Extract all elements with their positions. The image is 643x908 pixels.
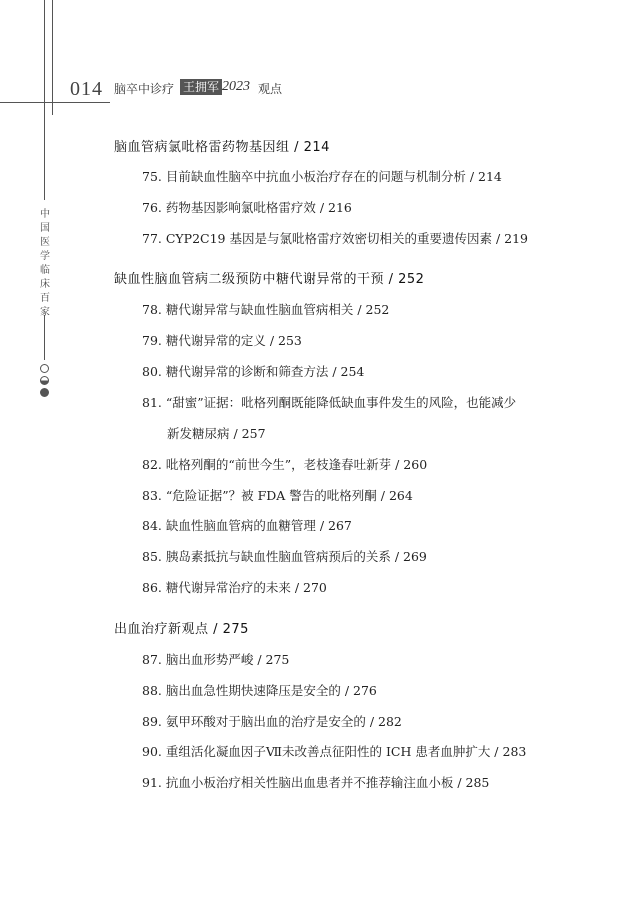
book-title: 脑卒中诊疗 bbox=[114, 82, 175, 96]
toc-entry: 80. 糖代谢异常的诊断和筛查方法 / 254 bbox=[142, 364, 365, 379]
page-number: 014 bbox=[70, 78, 103, 100]
toc-entry: 82. 吡格列酮的“前世今生”，老枝逢春吐新芽 / 260 bbox=[142, 457, 428, 472]
toc-entry: 76. 药物基因影响氯吡格雷疗效 / 216 bbox=[142, 200, 352, 215]
margin-rule-inner bbox=[52, 0, 53, 115]
header-rule bbox=[0, 102, 110, 103]
toc-entry: 89. 氨甲环酸对于脑出血的治疗是安全的 / 282 bbox=[142, 714, 402, 729]
toc-entry: 88. 脑出血急性期快速降压是安全的 / 276 bbox=[142, 683, 377, 698]
section-title: 脑血管病氯吡格雷药物基因组 / 214 bbox=[114, 140, 330, 155]
margin-rule-outer bbox=[44, 0, 45, 200]
toc-entry: 77. CYP2C19 基因是与氯吡格雷疗效密切相关的重要遗传因素 / 219 bbox=[142, 231, 528, 246]
margin-rule-lower bbox=[44, 315, 45, 360]
circle-empty-icon bbox=[40, 364, 49, 373]
circle-filled-icon bbox=[40, 388, 49, 397]
toc-entry: 75. 目前缺血性脑卒中抗血小板治疗存在的问题与机制分析 / 214 bbox=[142, 169, 502, 184]
series-name: 中国医学临床百家 bbox=[40, 209, 50, 318]
toc-entry-continuation: 新发糖尿病 / 257 bbox=[167, 426, 266, 441]
toc-entry: 83. “危险证据”？被 FDA 警告的吡格列酮 / 264 bbox=[142, 488, 413, 503]
title-suffix: 观点 bbox=[258, 82, 283, 96]
edition-year: 2023 bbox=[222, 79, 250, 94]
toc-entry: 79. 糖代谢异常的定义 / 253 bbox=[142, 333, 302, 348]
toc-entry: 85. 胰岛素抵抗与缺血性脑血管病预后的关系 / 269 bbox=[142, 549, 427, 564]
toc-entry: 84. 缺血性脑血管病的血糖管理 / 267 bbox=[142, 518, 352, 533]
section-title: 缺血性脑血管病二级预防中糖代谢异常的干预 / 252 bbox=[114, 272, 425, 287]
toc-entry: 87. 脑出血形势严峻 / 275 bbox=[142, 652, 290, 667]
section-title: 出血治疗新观点 / 275 bbox=[114, 622, 249, 637]
toc-entry: 90. 重组活化凝血因子Ⅶ未改善点征阳性的 ICH 患者血肿扩大 / 283 bbox=[142, 744, 527, 759]
toc-entry: 81. “甜蜜”证据：吡格列酮既能降低缺血事件发生的风险，也能减少 bbox=[142, 395, 517, 410]
toc-entry: 78. 糖代谢异常与缺血性脑血管病相关 / 252 bbox=[142, 302, 390, 317]
author-badge: 王拥军 bbox=[180, 79, 222, 95]
toc-entry: 91. 抗血小板治疗相关性脑出血患者并不推荐输注血小板 / 285 bbox=[142, 775, 490, 790]
circle-half-icon bbox=[40, 376, 49, 385]
toc-entry: 86. 糖代谢异常治疗的未来 / 270 bbox=[142, 580, 327, 595]
